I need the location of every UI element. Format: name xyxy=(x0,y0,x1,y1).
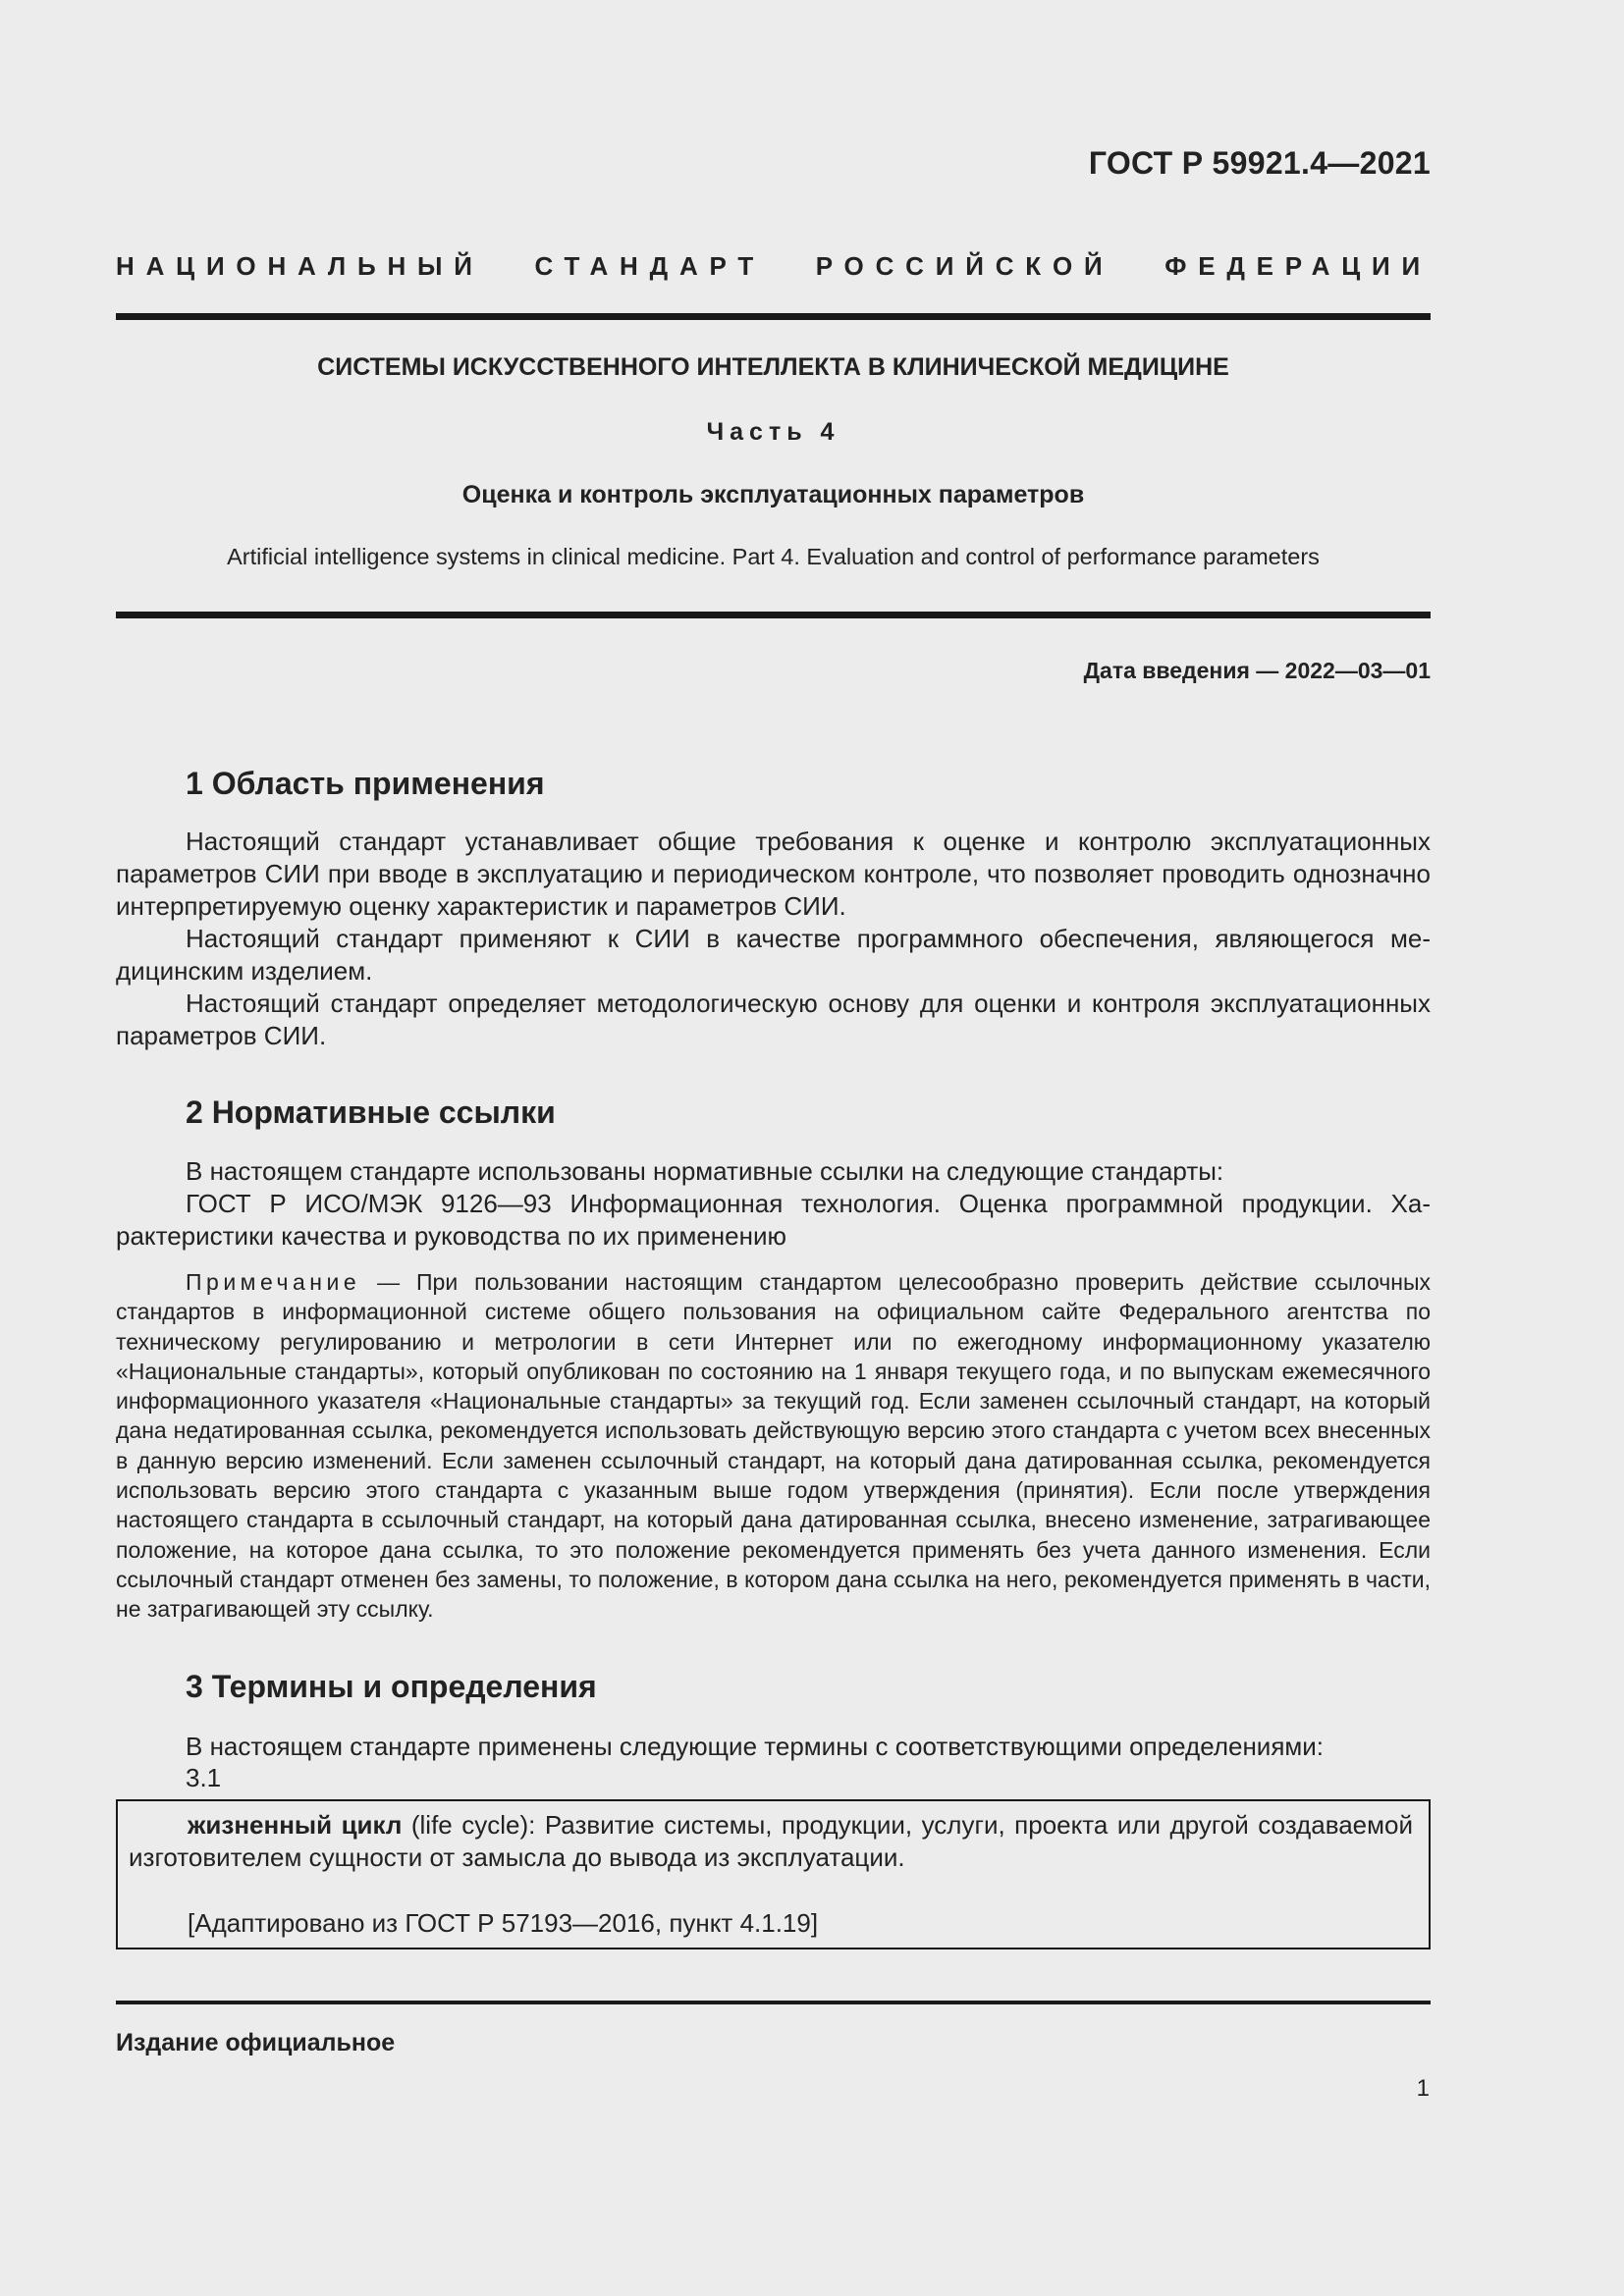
introduction-date: Дата введения — 2022—03—01 xyxy=(1083,658,1431,683)
term-name: жизненный цикл xyxy=(188,1810,403,1840)
references-note xyxy=(116,1267,1431,1625)
scope-paragraph-1: Настоящий стандарт устанавливает общие требования к оценке и контролю эксплуатационных параметров СИИ при вводе в эксплуатацию и периодическом контроле, что позволяет проводить однозначно интерпретируемую оценку характеристик и параметров СИИ. xyxy=(116,827,1431,921)
section-scope-title: 1 Область применения xyxy=(186,766,545,801)
standard-code: ГОСТ Р 59921.4—2021 xyxy=(1088,145,1431,181)
term-definition-text: (life cycle): Развитие системы, продукции, услуги, проекта или другой создаваемой изготовителем сущности от замысла до вывода из эксплуатации. xyxy=(129,1810,1413,1872)
reference-item: ГОСТ Р ИСО/МЭК 9126—93 Информационная технология. Оценка программной продукции. Характеристики качества и руководства по их применению xyxy=(116,1189,1431,1251)
document-title: СИСТЕМЫ ИСКУССТВЕННОГО ИНТЕЛЛЕКТА В КЛИНИЧЕСКОЙ МЕДИЦИНЕ xyxy=(317,353,1229,381)
section-terms-title: 3 Термины и определения xyxy=(186,1669,597,1704)
part-label: Часть 4 xyxy=(706,418,840,446)
national-standard-banner: НАЦИОНАЛЬНЫЙ СТАНДАРТ РОССИЙСКОЙ ФЕДЕРАЦИИ xyxy=(116,251,1432,281)
note-label: Примечание xyxy=(186,1269,361,1295)
term-definition xyxy=(118,1809,1413,1874)
terms-intro: В настоящем стандарте применены следующие термины с соответствующими определениями: xyxy=(186,1732,1325,1761)
term-source: [Адаптировано из ГОСТ Р 57193—2016, пункт 4.1.19] xyxy=(188,1908,819,1938)
section-references-title: 2 Нормативные ссылки xyxy=(186,1095,556,1130)
references-intro: В настоящем стандарте использованы нормативные ссылки на следующие стандарты: xyxy=(186,1156,1224,1186)
document-subtitle: Оценка и контроль эксплуатационных параметров xyxy=(461,481,1085,508)
term-number: 3.1 xyxy=(186,1763,222,1792)
top-divider xyxy=(116,313,1431,320)
footer-divider xyxy=(116,2001,1431,2004)
scope-paragraph-2: Настоящий стандарт применяют к СИИ в качестве программного обеспечения, являющегося медицинским изделием. xyxy=(116,924,1431,986)
scope-paragraph-3: Настоящий стандарт определяет методологическую основу для оценки и контроля эксплуатационных параметров СИИ. xyxy=(116,988,1431,1050)
term-definition-box xyxy=(116,1799,1431,1949)
edition-label: Издание официальное xyxy=(116,2029,396,2056)
page-number: 1 xyxy=(1416,2075,1430,2102)
title-divider xyxy=(116,612,1431,618)
english-title: Artificial intelligence systems in clinical medicine. Part 4. Evaluation and control of performance parameters xyxy=(227,544,1320,569)
note-text: — При пользовании настоящим стандартом целесообразно проверить действие ссылочных стандартов в информационной системе общего пользования на официальном сайте Федерального агентства по техническому регулированию и метрологии в сети Интернет или по ежегодному информационному указателю «Национальные стандарты», который опубликован по состоянию на 1 января текущего года, и по выпускам ежемесячного информационного указателя «Национальные стандарты» за текущий год. Если заменен ссылочный стандарт, на который дана недатированная ссылка, рекомендуется использовать действующую версию этого стандарта с учетом всех внесенных в данную версию изменений. Если заменен ссылочный стандарт, на который дана датированная ссылка, рекомендуется использовать версию этого стандарта с указанным выше годом утверждения (принятия). Если после утверждения настоящего стандарта в ссылочный стандарт, на который дана датированная ссылка, внесено изменение, затрагивающее положение, на которое дана ссылка, то это положение рекомендуется применять без учета данного изменения. Если ссылочный стандарт отменен без замены, то положение, в котором дана ссылка на него, рекомендуется применять в части, не затрагивающей эту ссылку. xyxy=(116,1269,1431,1623)
